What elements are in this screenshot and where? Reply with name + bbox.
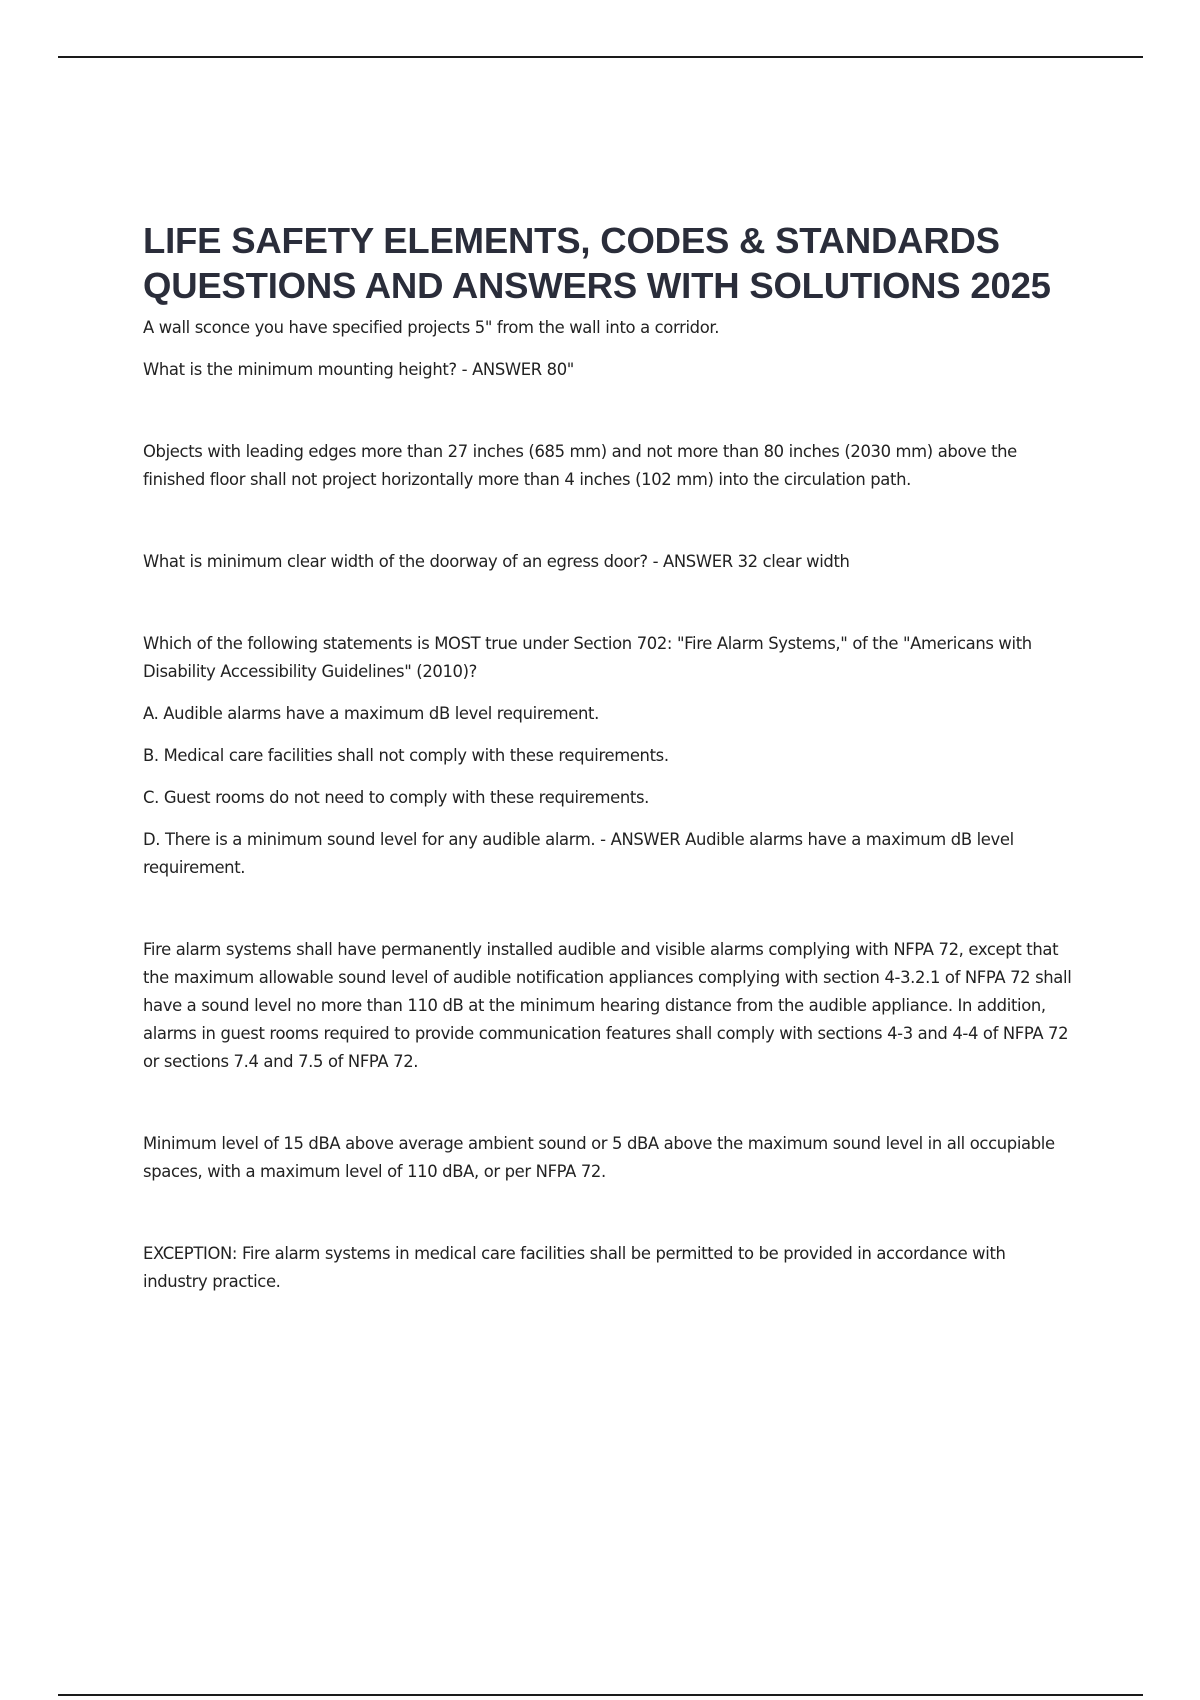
question-3-explanation-levels: Minimum level of 15 dBA above average ambient sound or 5 dBA above the maximum sound level in all occupiable spaces, with a maximum level of 110 dBA, or per NFPA 72. bbox=[143, 1134, 1055, 1181]
question-1-answer: What is the minimum mounting height? - ANSWER 80" bbox=[143, 360, 574, 379]
question-1-intro: A wall sconce you have specified projects 5" from the wall into a corridor. bbox=[143, 318, 720, 337]
document-body bbox=[143, 218, 1073, 1296]
question-2-answer: What is minimum clear width of the doorway of an egress door? - ANSWER 32 clear width bbox=[143, 552, 850, 571]
question-3-prompt: Which of the following statements is MOST true under Section 702: "Fire Alarm Systems," of the "Americans with Disability Accessibility Guidelines" (2010)? bbox=[143, 634, 1032, 681]
question-3-option-a: A. Audible alarms have a maximum dB level requirement. bbox=[143, 704, 599, 723]
question-3-explanation-nfpa: Fire alarm systems shall have permanently installed audible and visible alarms complying with NFPA 72, except that the maximum allowable sound level of audible notification appliances complying with section 4-3.2.1 of NFPA 72 shall have a sound level no more than 110 dB at the minimum hearing distance from the audible appliance. In addition, alarms in guest rooms required to provide communication features shall comply with sections 4-3 and 4-4 of NFPA 72 or sections 7.4 and 7.5 of NFPA 72. bbox=[143, 940, 1072, 1071]
question-3-option-d-answer: D. There is a minimum sound level for any audible alarm. - ANSWER Audible alarms have a maximum dB level requirement. bbox=[143, 830, 1014, 877]
question-3-exception: EXCEPTION: Fire alarm systems in medical care facilities shall be permitted to be provided in accordance with industry practice. bbox=[143, 1244, 1006, 1291]
question-3-option-c: C. Guest rooms do not need to comply with these requirements. bbox=[143, 788, 650, 807]
question-1-explanation: Objects with leading edges more than 27 inches (685 mm) and not more than 80 inches (2030 mm) above the finished floor shall not project horizontally more than 4 inches (102 mm) into the circulation path. bbox=[143, 442, 1017, 489]
question-3-option-b: B. Medical care facilities shall not comply with these requirements. bbox=[143, 746, 669, 765]
bottom-divider bbox=[58, 1694, 1143, 1696]
top-divider bbox=[58, 56, 1143, 58]
document-title: LIFE SAFETY ELEMENTS, CODES & STANDARDS QUESTIONS AND ANSWERS WITH SOLUTIONS 2025 bbox=[143, 220, 1051, 306]
